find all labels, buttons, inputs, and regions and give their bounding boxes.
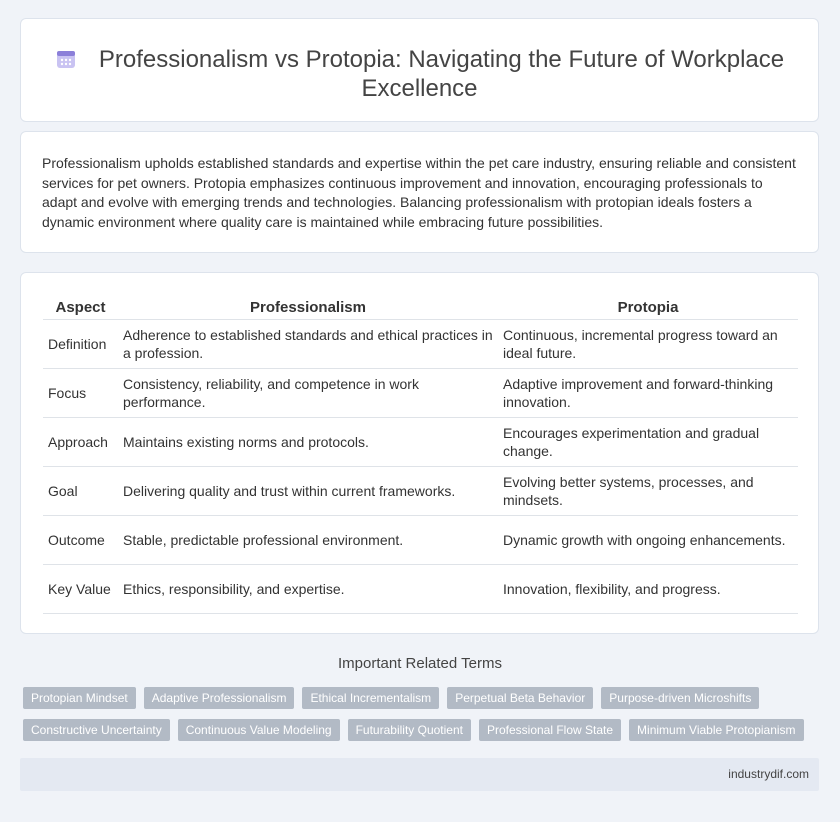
cell-aspect: Goal bbox=[43, 466, 118, 515]
calendar-icon bbox=[55, 48, 77, 70]
cell-professionalism: Consistency, reliability, and competence in work performance. bbox=[118, 368, 498, 417]
cell-professionalism: Adherence to established standards and ethical practices in a profession. bbox=[118, 319, 498, 368]
tag-row bbox=[23, 687, 823, 709]
related-term-tag[interactable]: Ethical Incrementalism bbox=[302, 687, 439, 709]
header-aspect: Aspect bbox=[43, 297, 118, 319]
related-term-tag[interactable]: Constructive Uncertainty bbox=[23, 719, 170, 741]
cell-professionalism: Maintains existing norms and protocols. bbox=[118, 417, 498, 466]
cell-protopia: Encourages experimentation and gradual change. bbox=[498, 417, 798, 466]
intro-paragraph: Professionalism upholds established standards and expertise within the pet care industry, ensuring reliable and consistent services for pet owners. Protopia emphasizes continuous improvement and innovation, encouraging professionals to adapt and evolve with emerging trends and technologies. Balancing professionalism with protopian ideals fosters a dynamic environment where quality care is maintained while embracing future possibilities. bbox=[42, 155, 796, 230]
comparison-card bbox=[20, 272, 819, 634]
tag-row bbox=[23, 719, 823, 741]
cell-aspect: Focus bbox=[43, 368, 118, 417]
comparison-table bbox=[43, 297, 798, 614]
table-row bbox=[43, 368, 798, 417]
footer-site[interactable]: industrydif.com bbox=[728, 767, 809, 781]
related-term-tag[interactable]: Protopian Mindset bbox=[23, 687, 136, 709]
page-title-row bbox=[21, 45, 818, 103]
related-term-tag[interactable]: Futurability Quotient bbox=[348, 719, 471, 741]
cell-aspect: Key Value bbox=[43, 564, 118, 613]
related-term-tag[interactable]: Minimum Viable Protopianism bbox=[629, 719, 804, 741]
table-row bbox=[43, 319, 798, 368]
header-professionalism: Professionalism bbox=[118, 297, 498, 319]
table-row bbox=[43, 466, 798, 515]
table-row bbox=[43, 564, 798, 613]
related-term-tag[interactable]: Continuous Value Modeling bbox=[178, 719, 340, 741]
table-header-row bbox=[43, 297, 798, 319]
cell-aspect: Approach bbox=[43, 417, 118, 466]
cell-protopia: Dynamic growth with ongoing enhancements. bbox=[498, 515, 798, 564]
table-row bbox=[43, 515, 798, 564]
cell-professionalism: Delivering quality and trust within current frameworks. bbox=[118, 466, 498, 515]
cell-protopia: Continuous, incremental progress toward an ideal future. bbox=[498, 319, 798, 368]
table-row bbox=[43, 417, 798, 466]
cell-aspect: Definition bbox=[43, 319, 118, 368]
related-terms-tags bbox=[23, 687, 823, 751]
title-card bbox=[20, 18, 819, 122]
cell-aspect: Outcome bbox=[43, 515, 118, 564]
related-term-tag[interactable]: Adaptive Professionalism bbox=[144, 687, 295, 709]
cell-protopia: Innovation, flexibility, and progress. bbox=[498, 564, 798, 613]
related-term-tag[interactable]: Perpetual Beta Behavior bbox=[447, 687, 593, 709]
intro-card bbox=[20, 131, 819, 253]
header-protopia: Protopia bbox=[498, 297, 798, 319]
cell-professionalism: Ethics, responsibility, and expertise. bbox=[118, 564, 498, 613]
cell-protopia: Adaptive improvement and forward-thinking innovation. bbox=[498, 368, 798, 417]
related-term-tag[interactable]: Professional Flow State bbox=[479, 719, 621, 741]
related-term-tag[interactable]: Purpose-driven Microshifts bbox=[601, 687, 759, 709]
page-title: Professionalism vs Protopia: Navigating the Future of Workplace Excellence bbox=[98, 46, 785, 102]
cell-professionalism: Stable, predictable professional environment. bbox=[118, 515, 498, 564]
cell-protopia: Evolving better systems, processes, and mindsets. bbox=[498, 466, 798, 515]
related-terms-title: Important Related Terms bbox=[338, 655, 502, 672]
footer bbox=[20, 758, 819, 791]
